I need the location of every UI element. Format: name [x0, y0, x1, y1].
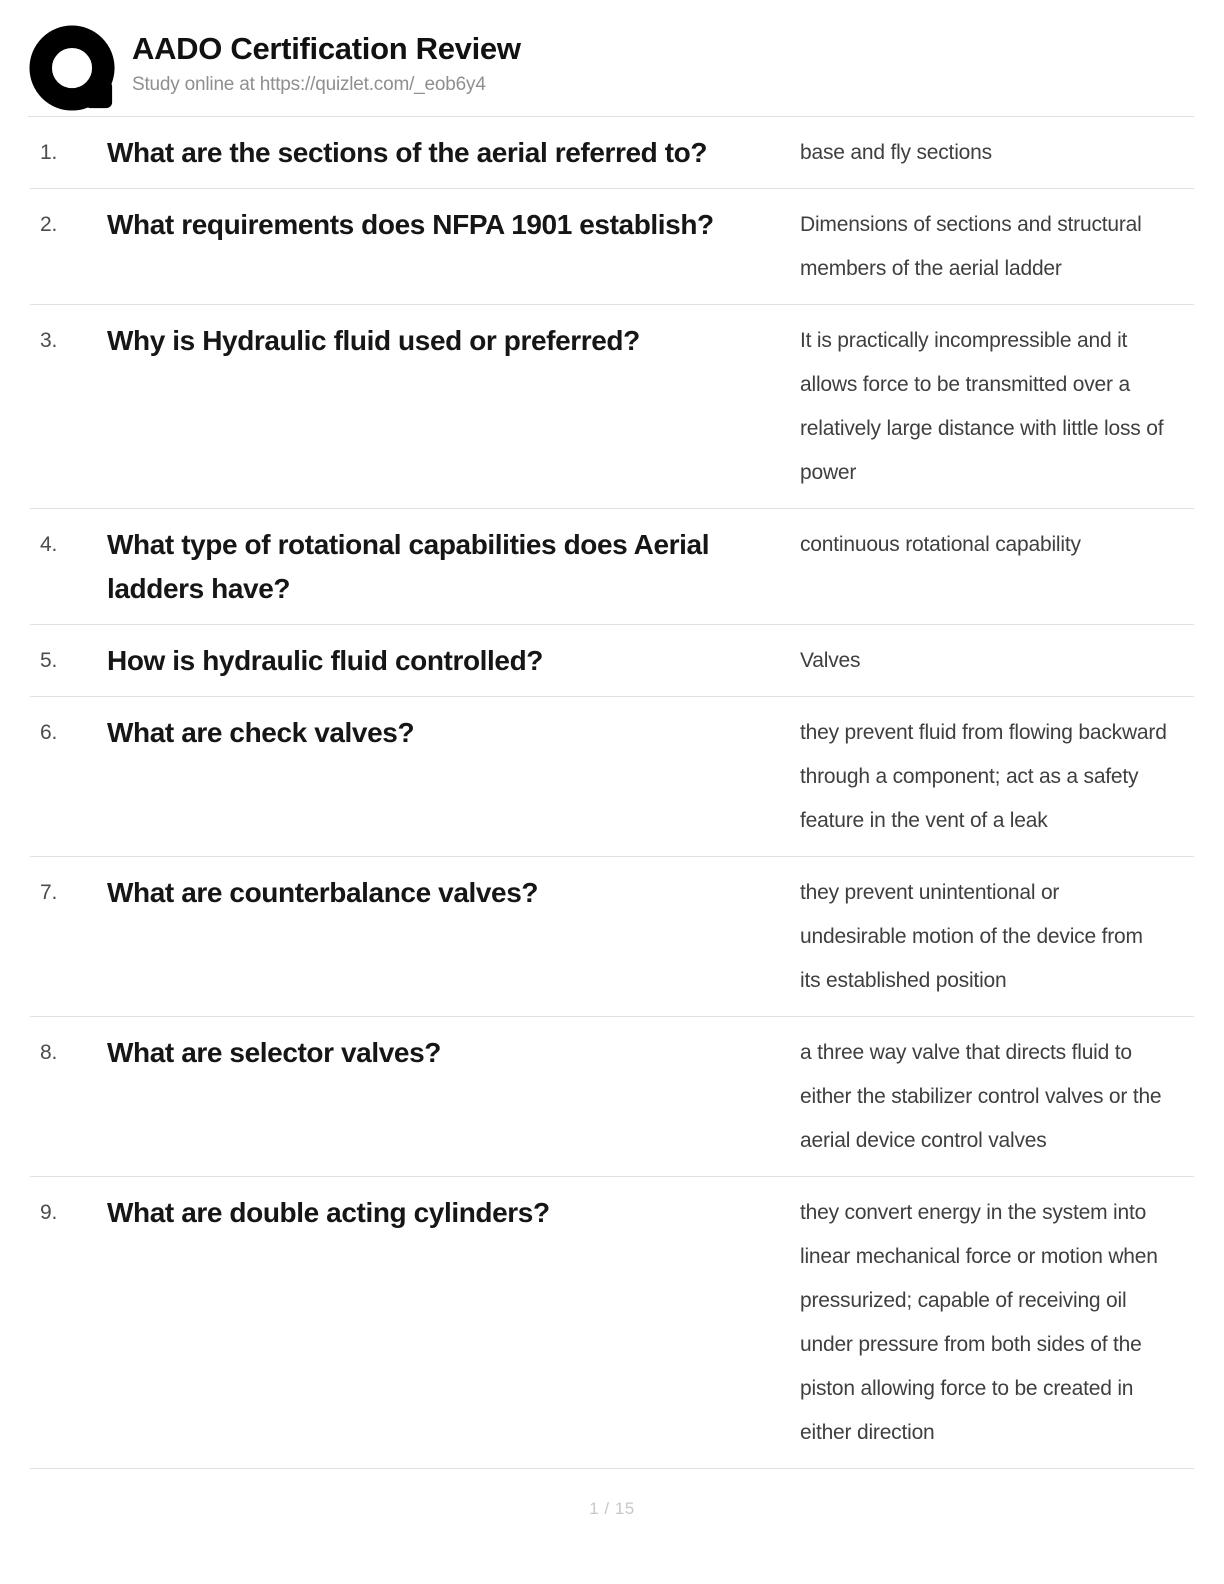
answer-text: Valves — [800, 649, 861, 672]
question-text: How is hydraulic fluid controlled? — [107, 645, 543, 676]
header-text — [132, 25, 521, 96]
qa-list — [0, 117, 1224, 1469]
item-number: 3. — [40, 329, 58, 352]
question-text: What are counterbalance valves? — [107, 877, 539, 908]
item-number: 1. — [40, 141, 58, 164]
study-online-url: Study online at https://quizlet.com/_eob6y4 — [132, 74, 486, 95]
qa-row-1 — [30, 117, 1194, 189]
question-text: What are double acting cylinders? — [107, 1197, 550, 1228]
answer-text: a three way valve that directs fluid to either the stabilizer control valves or the aerial device control valves — [800, 1041, 1162, 1152]
question-text: What are check valves? — [107, 717, 415, 748]
header — [28, 0, 1194, 117]
answer-text: It is practically incompressible and it allows force to be transmitted over a relatively large distance with little loss of power — [800, 329, 1164, 484]
item-number: 5. — [40, 649, 58, 672]
item-number: 8. — [40, 1041, 58, 1064]
answer-text: base and fly sections — [800, 141, 992, 164]
page-indicator: 1 / 15 — [589, 1499, 635, 1518]
answer-text: they prevent fluid from flowing backward through a component; act as a safety feature in the vent of a leak — [800, 721, 1167, 832]
qa-row-7 — [30, 857, 1194, 1017]
question-text: What are the sections of the aerial referred to? — [107, 137, 708, 168]
qa-row-8 — [30, 1017, 1194, 1177]
qa-row-4 — [30, 509, 1194, 625]
quizlet-q-logo-icon — [28, 25, 118, 113]
item-number: 6. — [40, 721, 58, 744]
answer-text: continuous rotational capability — [800, 533, 1081, 556]
qa-row-2 — [30, 189, 1194, 305]
item-number: 2. — [40, 213, 58, 236]
qa-row-6 — [30, 697, 1194, 857]
answer-text: Dimensions of sections and structural members of the aerial ladder — [800, 213, 1142, 280]
question-text: Why is Hydraulic fluid used or preferred? — [107, 325, 640, 356]
question-text: What requirements does NFPA 1901 establish? — [107, 209, 714, 240]
qa-row-9 — [30, 1177, 1194, 1469]
qa-row-3 — [30, 305, 1194, 509]
page-title: AADO Certification Review — [132, 31, 521, 66]
qa-row-5 — [30, 625, 1194, 697]
answer-text: they convert energy in the system into linear mechanical force or motion when pressurized; capable of receiving oil under pressure from both sides of the piston allowing force to be created in either direction — [800, 1201, 1158, 1444]
question-text: What are selector valves? — [107, 1037, 441, 1068]
item-number: 9. — [40, 1201, 58, 1224]
item-number: 4. — [40, 533, 58, 556]
item-number: 7. — [40, 881, 58, 904]
answer-text: they prevent unintentional or undesirable motion of the device from its established position — [800, 881, 1143, 992]
question-text: What type of rotational capabilities does Aerial ladders have? — [107, 529, 710, 604]
page-footer — [0, 1469, 1224, 1519]
